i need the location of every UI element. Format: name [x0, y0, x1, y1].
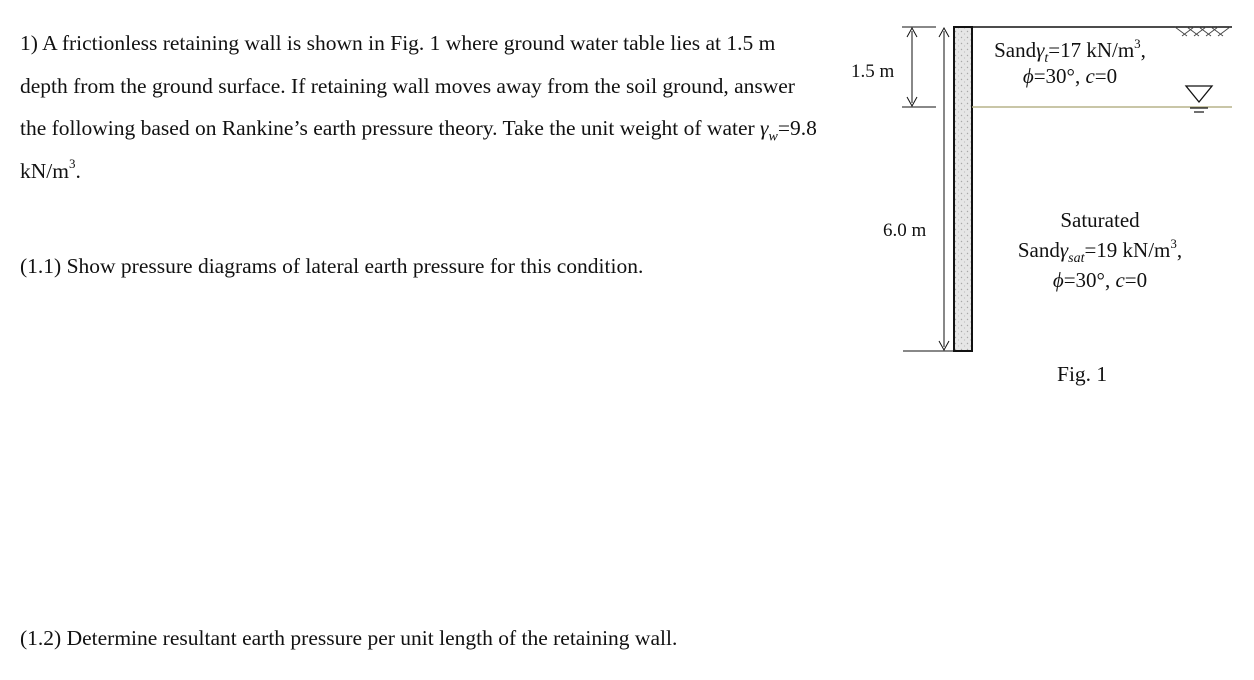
lower-soil-line-3	[995, 265, 1205, 295]
lower-soil-title: Saturated	[1060, 208, 1140, 232]
dimension-label-wall: 6.0 m	[883, 220, 927, 241]
cube-superscript: 3	[68, 156, 76, 172]
water-table-icon	[1186, 86, 1212, 112]
question-body: A frictionless retaining wall is shown in Fig. 1 where ground water table lies at 1.5 m depth from the ground surface. If retaining wall moves away from the soil ground, answer the following based on Rankine’s earth pressure theory. Take the unit weight of water	[20, 31, 795, 140]
upper-comma: ,	[1140, 38, 1146, 62]
lower-comma: ,	[1176, 238, 1183, 262]
upper-soil-line-1	[985, 36, 1155, 67]
upper-soil-line-2	[985, 63, 1155, 89]
upper-c-symbol: c	[1085, 64, 1095, 88]
gamma-w-symbol: γ	[760, 116, 769, 140]
lower-phi-symbol: ϕ	[1052, 268, 1064, 292]
upper-cube-superscript: 3	[1134, 36, 1141, 51]
subquestion-1-2: (1.2) Determine resultant earth pressure per unit length of the retaining wall.	[20, 626, 678, 650]
lower-c-value: =0	[1124, 268, 1148, 292]
lower-gamma-subscript: sat	[1068, 251, 1085, 267]
lower-c-symbol: c	[1115, 268, 1125, 292]
upper-gamma-value: =17 kN/m	[1048, 38, 1135, 62]
figure-caption: Fig. 1	[1057, 362, 1108, 386]
lower-gamma-value: =19 kN/m	[1084, 238, 1171, 262]
dimension-label-top: 1.5 m	[851, 61, 895, 82]
dimension-wall	[903, 28, 954, 351]
subquestion-1-1: (1.1) Show pressure diagrams of lateral earth pressure for this condition.	[20, 254, 644, 278]
dimension-top	[902, 27, 936, 107]
upper-c-value: =0	[1094, 64, 1118, 88]
lower-soil-label	[995, 205, 1205, 295]
question-end: .	[75, 158, 81, 183]
upper-gamma-subscript: t	[1044, 51, 1049, 67]
gamma-w-value: =9.8 kN/m	[20, 116, 817, 183]
upper-soil-label	[985, 37, 1155, 89]
lower-soil-line-2	[995, 235, 1205, 265]
retaining-wall	[954, 27, 972, 351]
upper-phi-symbol: ϕ	[1022, 64, 1034, 88]
question-number: 1)	[20, 31, 38, 55]
lower-cube-superscript: 3	[1170, 236, 1177, 251]
ground-hatch-icon	[1175, 27, 1230, 36]
lower-soil-name: Sand	[1017, 238, 1060, 262]
lower-phi-value: =30°,	[1063, 268, 1116, 292]
lower-gamma-symbol: γ	[1059, 238, 1069, 262]
upper-phi-value: =30°,	[1033, 64, 1086, 88]
upper-soil-name: Sand	[994, 38, 1037, 62]
gamma-w-subscript: w	[768, 129, 778, 145]
upper-gamma-symbol: γ	[1036, 38, 1045, 62]
